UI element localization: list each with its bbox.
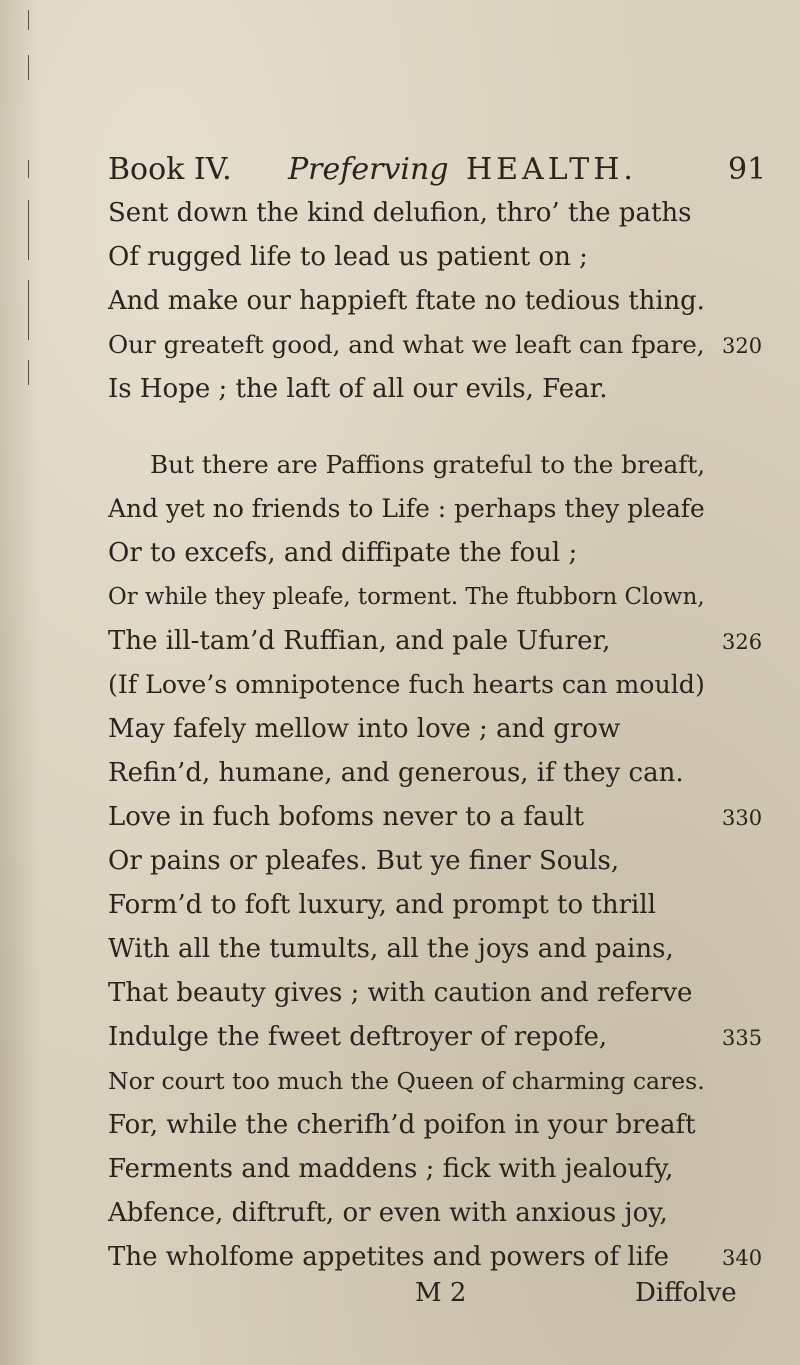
verse-line: Indulge the fweet deftroyer of repofe, bbox=[108, 1022, 608, 1052]
gutter-mark bbox=[28, 55, 29, 80]
verse-line: Abfence, diftruft, or even with anxious joy, bbox=[108, 1198, 668, 1228]
verse-line: Sent down the kind delufion, thro’ the paths bbox=[108, 198, 692, 228]
line-number: 340 bbox=[722, 1246, 763, 1270]
verse-line: But there are Paffions grateful to the breaft, bbox=[150, 450, 706, 479]
running-header bbox=[108, 150, 788, 190]
verse-line: And yet no friends to Life : perhaps they pleafe bbox=[108, 494, 705, 523]
gutter-mark bbox=[28, 10, 29, 30]
line-number: 320 bbox=[722, 334, 763, 358]
verse-line: Or while they pleafe, torment. The ftubborn Clown, bbox=[108, 584, 705, 610]
verse-line: Ferments and maddens ; fick with jealoufy, bbox=[108, 1154, 674, 1184]
gutter-mark bbox=[28, 200, 29, 260]
line-number: 335 bbox=[722, 1026, 763, 1050]
running-title: HEALTH. bbox=[466, 152, 637, 187]
verse-line: Of rugged life to lead us patient on ; bbox=[108, 242, 588, 272]
printer-signature: M 2 bbox=[415, 1278, 467, 1308]
verse-line: The wholfome appetites and powers of life bbox=[108, 1242, 669, 1272]
verse-line: And make our happieft ftate no tedious thing. bbox=[108, 286, 705, 316]
verse-line: (If Love’s omnipotence fuch hearts can mould) bbox=[108, 670, 705, 699]
page-number: 91 bbox=[728, 152, 767, 187]
verse-line: The ill-tam’d Ruffian, and pale Ufurer, bbox=[108, 626, 611, 656]
verse-line: For, while the cherifh’d poifon in your breaft bbox=[108, 1110, 696, 1140]
running-title-italic: Preferving bbox=[288, 152, 449, 187]
verse-line: Form’d to foft luxury, and prompt to thrill bbox=[108, 890, 656, 920]
line-number: 326 bbox=[722, 630, 763, 654]
gutter-mark bbox=[28, 280, 29, 340]
verse-line: Refin’d, humane, and generous, if they can. bbox=[108, 758, 684, 788]
verse-line: Is Hope ; the laft of all our evils, Fear. bbox=[108, 374, 608, 404]
verse-line: With all the tumults, all the joys and pains, bbox=[108, 934, 674, 964]
verse-line: May fafely mellow into love ; and grow bbox=[108, 714, 621, 744]
verse-line: Our greateft good, and what we leaft can fpare, bbox=[108, 330, 705, 359]
line-number: 330 bbox=[722, 806, 763, 830]
gutter-mark bbox=[28, 160, 29, 178]
verse-line: Or pains or pleafes. But ye finer Souls, bbox=[108, 846, 620, 876]
verse-line: Love in fuch bofoms never to a fault bbox=[108, 802, 585, 832]
verse-line: That beauty gives ; with caution and referve bbox=[108, 978, 693, 1008]
gutter-mark bbox=[28, 360, 29, 385]
catchword: Diffolve bbox=[635, 1278, 737, 1308]
verse-line: Or to excefs, and diffipate the foul ; bbox=[108, 538, 578, 568]
book-number: Book IV. bbox=[108, 152, 232, 187]
verse-line: Nor court too much the Queen of charming cares. bbox=[108, 1067, 705, 1095]
